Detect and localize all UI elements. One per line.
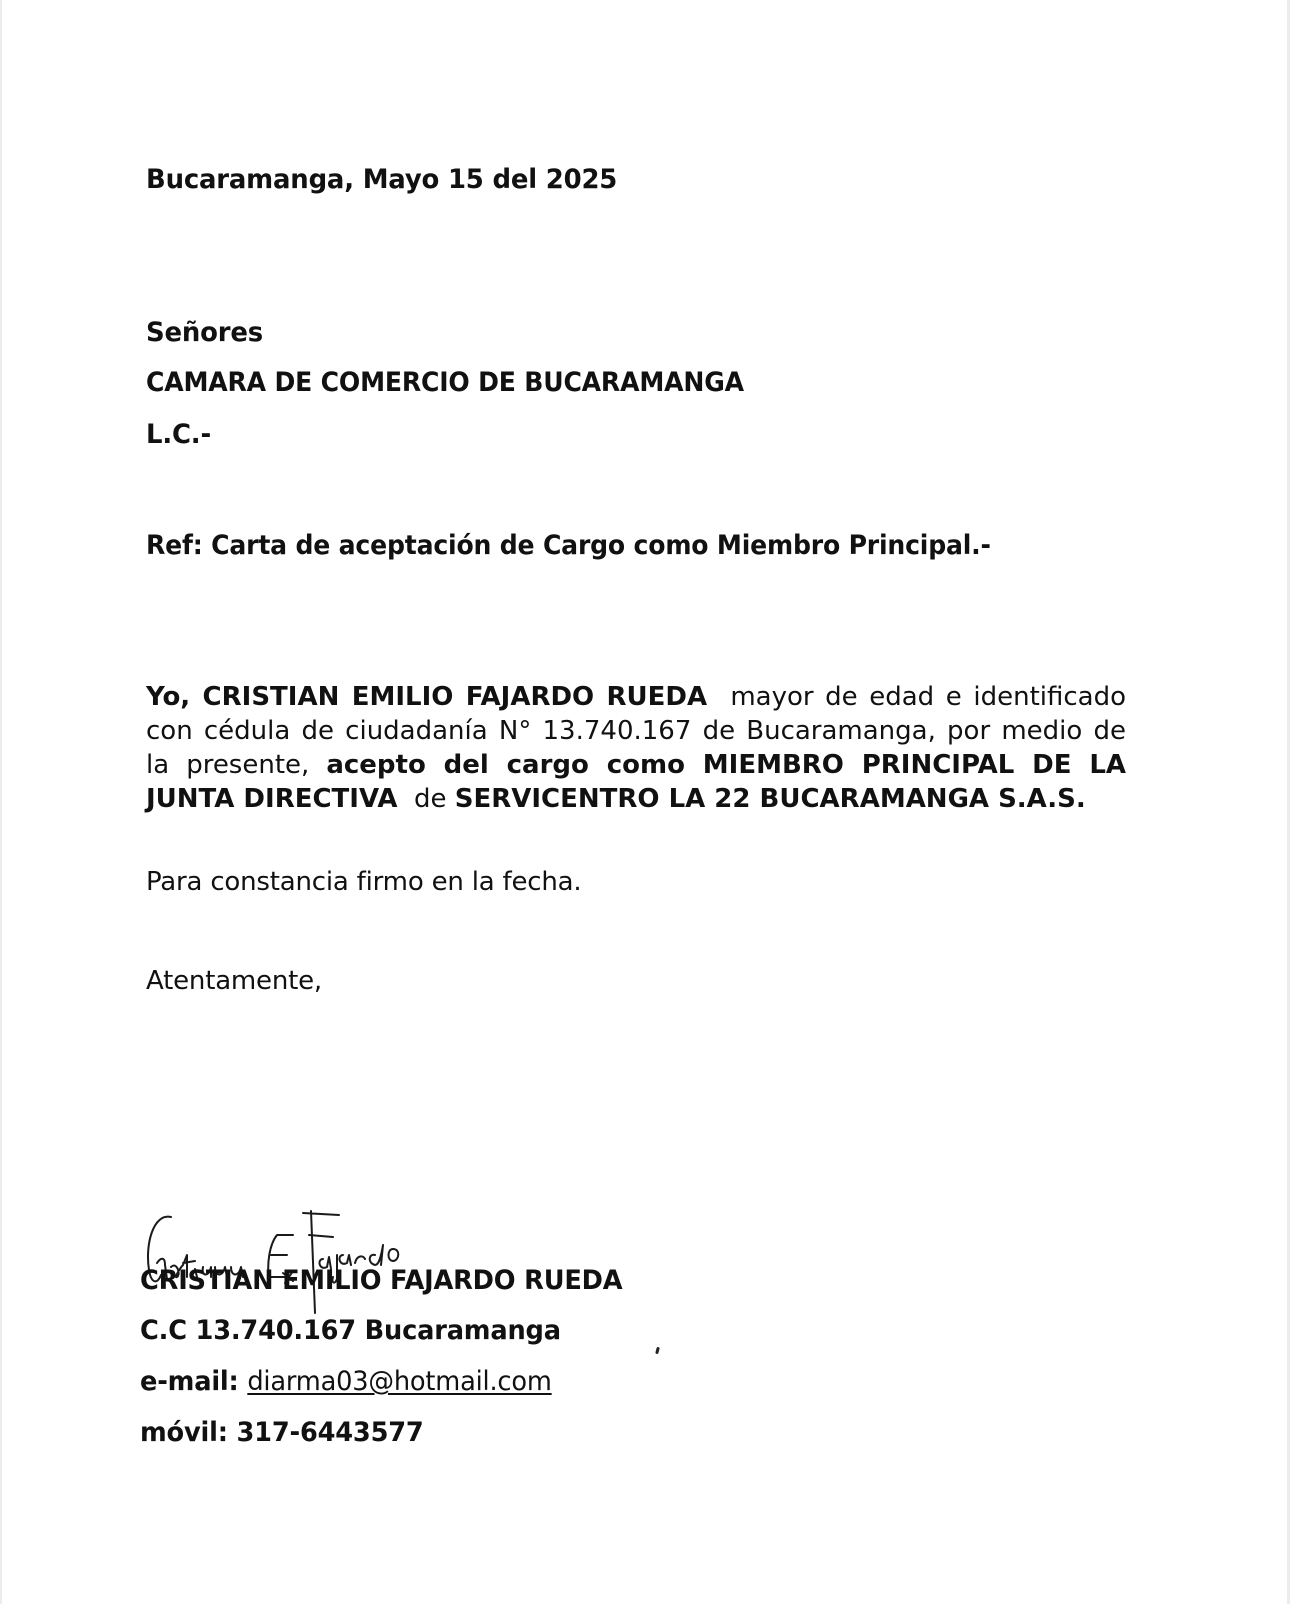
email-label: e-mail: xyxy=(140,1366,239,1397)
acceptance-statement: acepto del cargo como MIEMBRO PRINCIPAL DE LA xyxy=(326,750,1127,780)
signer-name xyxy=(140,1265,648,1296)
board-name: JUNTA DIRECTIVA xyxy=(146,784,398,814)
body-line-4-mid: de xyxy=(413,784,447,814)
body-line-3 xyxy=(146,748,1126,782)
recipient-location-text: L.C.- xyxy=(146,419,212,450)
signer-phone xyxy=(140,1417,438,1448)
signer-id xyxy=(140,1315,583,1346)
handwritten-signature xyxy=(143,1205,473,1315)
farewell: Atentamente, xyxy=(146,966,322,996)
signer-email-row xyxy=(140,1366,573,1397)
body-line-4 xyxy=(146,782,1126,816)
body-paragraph xyxy=(146,680,1126,816)
reference-line xyxy=(146,530,1054,561)
body-line-1 xyxy=(146,680,1126,714)
signer-email-wrap xyxy=(140,1366,552,1397)
email-link[interactable]: diarma03@hotmail.com xyxy=(247,1366,552,1397)
date-line xyxy=(146,164,637,195)
recipient-location xyxy=(146,419,214,450)
body-line-3-start: la presente, xyxy=(146,750,310,780)
signature-stroke-f xyxy=(303,1211,339,1313)
company-name: SERVICENTRO LA 22 BUCARAMANGA S.A.S. xyxy=(454,784,1086,814)
signer-phone-text: móvil: 317-6443577 xyxy=(140,1417,424,1448)
closing-note: Para constancia firmo en la fecha. xyxy=(146,867,582,897)
body-line-1-rest: mayor de edad e identificado xyxy=(730,682,1127,712)
recipient-text: CAMARA DE COMERCIO DE BUCARAMANGA xyxy=(146,367,744,398)
signer-id-text: C.C 13.740.167 Bucaramanga xyxy=(140,1315,561,1346)
reference-text: Ref: Carta de aceptación de Cargo como Miembro Principal.- xyxy=(146,530,991,561)
recipient-name xyxy=(146,367,789,398)
page-edge-left xyxy=(0,0,2,1604)
body-line-2-text: con cédula de ciudadanía N° 13.740.167 de Bucaramanga, por medio de xyxy=(146,716,1126,746)
body-line-2 xyxy=(146,714,1126,748)
signer-name-text: CRISTIAN EMILIO FAJARDO RUEDA xyxy=(140,1265,623,1296)
date-text: Bucaramanga, Mayo 15 del 2025 xyxy=(146,164,618,195)
salutation xyxy=(146,317,268,348)
salutation-text: Señores xyxy=(146,317,263,348)
declarant-name: Yo, CRISTIAN EMILIO FAJARDO RUEDA xyxy=(146,682,708,712)
ink-speck xyxy=(655,1347,660,1355)
